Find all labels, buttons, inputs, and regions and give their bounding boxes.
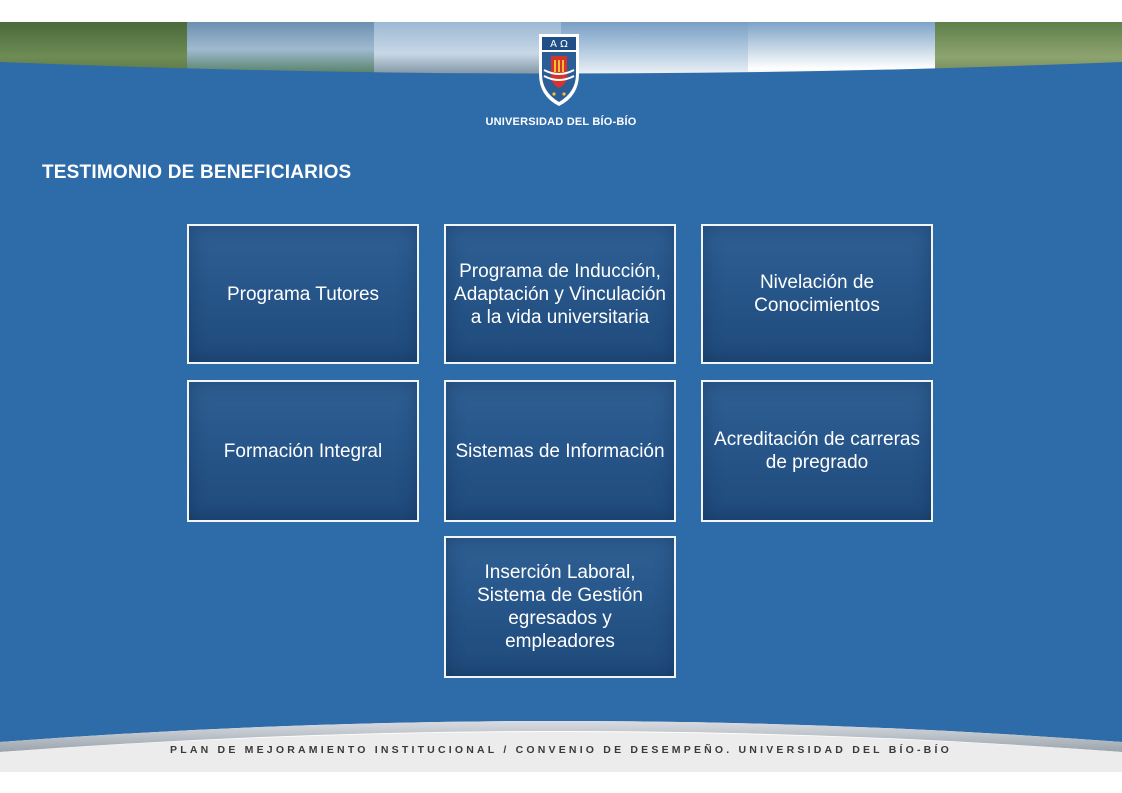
tile-label: Formación Integral xyxy=(223,440,383,462)
tile-acreditacion-carreras[interactable] xyxy=(701,380,933,522)
tile-label: Programa de Inducción, Adaptación y Vinculación a la vida universitaria xyxy=(454,260,666,328)
page-title: TESTIMONIO DE BENEFICIARIOS xyxy=(42,162,352,183)
tile-label: Nivelación de Conocimientos xyxy=(754,272,880,316)
tile-insercion-laboral[interactable] xyxy=(444,536,676,678)
tile-label: Acreditación de carreras de pregrado xyxy=(714,429,920,473)
tile-nivelacion-conocimientos[interactable] xyxy=(701,224,933,364)
university-name: UNIVERSIDAD DEL BÍO-BÍO xyxy=(485,116,637,128)
footer-text: PLAN DE MEJORAMIENTO INSTITUCIONAL / CONVENIO DE DESEMPEÑO. UNIVERSIDAD DEL BÍO-BÍO xyxy=(170,744,952,756)
tile-programa-induccion[interactable] xyxy=(444,224,676,364)
crest-letters: A Ω xyxy=(550,39,568,50)
tile-sistemas-informacion[interactable] xyxy=(444,380,676,522)
tile-label: Inserción Laboral, Sistema de Gestión egresados y empleadores xyxy=(477,562,643,652)
tile-formacion-integral[interactable] xyxy=(187,380,419,522)
tile-programa-tutores[interactable] xyxy=(187,224,419,364)
tile-label: Sistemas de Información xyxy=(455,440,665,462)
tile-label: Programa Tutores xyxy=(226,283,380,305)
university-crest-icon xyxy=(535,30,583,108)
